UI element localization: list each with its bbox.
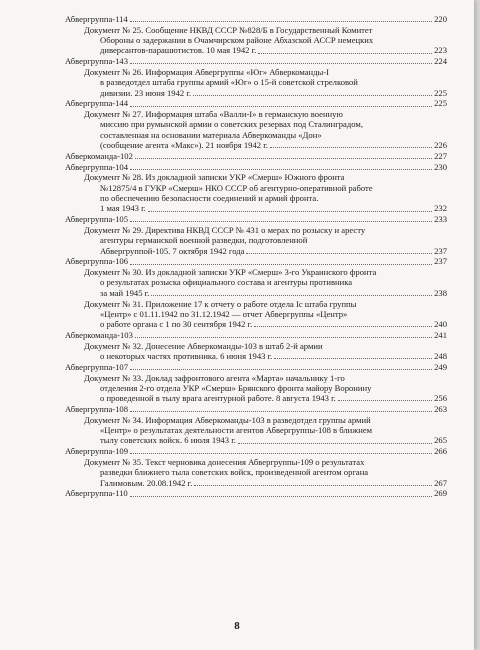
toc-document-entry bbox=[65, 109, 447, 150]
toc-entry-text-line: агентуры германской военной разведки, подготовленной bbox=[100, 235, 308, 246]
toc-page-number: 220 bbox=[434, 14, 447, 24]
toc-line bbox=[65, 393, 447, 403]
toc-document-entry bbox=[65, 373, 447, 404]
toc-entry-title: Абвергруппа-110 bbox=[65, 488, 128, 499]
dot-leader bbox=[193, 95, 432, 96]
dot-leader bbox=[130, 264, 432, 265]
toc-entry-text-line: №12875/4 в ГУКР «Смерш» НКО СССР об агентурно-оперативной работе bbox=[100, 182, 373, 193]
toc-line bbox=[65, 98, 447, 108]
toc-entry-text-line: Документ № 31. Приложение 17 к отчету о работе отдела Ic штаба группы bbox=[84, 298, 357, 309]
toc-group-entry bbox=[65, 330, 447, 340]
toc-entry-text-line: о результатах розыска официального состава и агентуры противника bbox=[100, 277, 353, 288]
toc-line bbox=[65, 404, 447, 414]
toc-entry-text-line: разведки ближнего тыла советских войск, произведенной агентом органа bbox=[100, 467, 369, 478]
toc-entry-title: диверсантов-парашютистов. 10 мая 1942 г. bbox=[100, 45, 257, 56]
toc-entry-text-line: Документ № 26. Информация Абвергруппы «Юг» Абверкоманды-I bbox=[84, 66, 330, 77]
toc-page-number: 226 bbox=[434, 140, 447, 151]
toc-group-entry bbox=[65, 256, 447, 266]
toc-group-entry bbox=[65, 488, 447, 498]
toc-entry-title: Абверкоманда-102 bbox=[65, 150, 133, 161]
page-number: 8 bbox=[234, 620, 240, 632]
toc-document-entry bbox=[65, 267, 447, 298]
toc-group-entry bbox=[65, 446, 447, 456]
toc-document-entry bbox=[65, 457, 447, 488]
toc-entry-title: Галимовым. 20.08.1942 г. bbox=[100, 477, 193, 488]
toc-entry-text-line: «Центр» о результатах деятельности агентов Абвергруппы-108 в ближнем bbox=[100, 425, 373, 436]
dot-leader bbox=[135, 337, 432, 338]
toc-entry-text-line: составленная на основании материала Абверкоманды «Дон» bbox=[100, 129, 322, 140]
toc-group-entry bbox=[65, 56, 447, 66]
toc-entry-title: Абверкоманда-103 bbox=[65, 329, 133, 340]
toc-page-number: 224 bbox=[434, 56, 447, 67]
toc-page-number: 249 bbox=[434, 361, 447, 372]
toc-entry-text-line: Документ № 32. Донесение Абверкоманды-103 в штаб 2-й армии bbox=[84, 340, 323, 351]
toc-page-number: 225 bbox=[434, 98, 447, 109]
toc-line bbox=[65, 214, 447, 224]
toc-group-entry bbox=[65, 404, 447, 414]
toc-group-entry bbox=[65, 162, 447, 172]
toc-entry-title: 1 мая 1943 г. bbox=[100, 203, 146, 214]
toc-line bbox=[65, 488, 447, 498]
toc-line bbox=[65, 45, 447, 55]
toc-entry-text-line: «Центр» с 01.11.1942 по 31.12.1942 — отчет Абвергруппы «Центр» bbox=[100, 308, 348, 319]
table-of-contents bbox=[65, 14, 447, 499]
toc-entry-text-line: отделения 2-го отдела УКР «Смерш» Брянского фронта майору Воронину bbox=[100, 382, 372, 393]
toc-page-number: 263 bbox=[434, 403, 447, 414]
toc-entry-text-line: Документ № 28. Из докладной записки УКР «Смерш» Южного фронта bbox=[84, 172, 345, 183]
toc-entry-text-line: Документ № 29. Директива НКВД СССР № 431 о мерах по розыску и аресту bbox=[84, 224, 366, 235]
dot-leader bbox=[135, 158, 432, 159]
toc-line bbox=[65, 362, 447, 372]
toc-document-entry bbox=[65, 25, 447, 56]
toc-group-entry bbox=[65, 151, 447, 161]
toc-line bbox=[65, 246, 447, 256]
toc-page-number: 265 bbox=[434, 435, 447, 446]
toc-document-entry bbox=[65, 299, 447, 330]
toc-page-number: 240 bbox=[434, 319, 447, 330]
toc-line bbox=[65, 446, 447, 456]
toc-entry-text-line: Документ № 33. Доклад зафронтового агента «Марта» начальнику 1-го bbox=[84, 372, 345, 383]
toc-entry-title: Абвергруппой-105. 7 октября 1942 года bbox=[100, 245, 245, 256]
dot-leader bbox=[270, 147, 432, 148]
toc-entry-title: (сообщение агента «Макс»). 21 ноября 1942 г. bbox=[100, 140, 268, 151]
toc-entry-title: тылу советских войск. 6 июля 1943 г. bbox=[100, 435, 236, 446]
toc-entry-text-line: Обороны о задержании в Очамчирском районе Абхазской АССР немецких bbox=[100, 35, 374, 46]
toc-page-number: 227 bbox=[434, 150, 447, 161]
toc-page-number: 248 bbox=[434, 351, 447, 361]
toc-line bbox=[65, 151, 447, 161]
dot-leader bbox=[130, 169, 432, 170]
dot-leader bbox=[151, 295, 432, 296]
toc-page-number: 230 bbox=[434, 161, 447, 172]
dot-leader bbox=[130, 411, 432, 412]
dot-leader bbox=[130, 496, 432, 497]
toc-line bbox=[65, 351, 447, 361]
toc-page-number: 237 bbox=[434, 256, 447, 267]
toc-group-entry bbox=[65, 14, 447, 24]
toc-page-number: 267 bbox=[434, 477, 447, 488]
toc-page-number: 266 bbox=[434, 446, 447, 457]
toc-line bbox=[65, 162, 447, 172]
toc-line bbox=[65, 14, 447, 24]
toc-line bbox=[65, 256, 447, 266]
toc-document-entry bbox=[65, 67, 447, 98]
toc-line bbox=[65, 478, 447, 488]
toc-entry-title: Абвергруппа-108 bbox=[65, 403, 129, 414]
dot-leader bbox=[258, 53, 432, 54]
dot-leader bbox=[130, 369, 432, 370]
toc-entry-title: Абвергруппа-104 bbox=[65, 161, 129, 172]
toc-group-entry bbox=[65, 214, 447, 224]
toc-page-number: 232 bbox=[434, 203, 447, 214]
dot-leader bbox=[130, 21, 432, 22]
toc-line bbox=[65, 203, 447, 213]
toc-entry-title: Абвергруппа-106 bbox=[65, 256, 129, 267]
toc-document-entry bbox=[65, 415, 447, 446]
toc-entry-title: о некоторых частях противника. 6 июня 1943 г. bbox=[100, 351, 273, 361]
dot-leader bbox=[238, 443, 432, 444]
toc-entry-text-line: Документ № 35. Текст черновика донесения Абвергруппы-109 о результатах bbox=[84, 456, 365, 467]
toc-line bbox=[65, 319, 447, 329]
dot-leader bbox=[130, 453, 432, 454]
toc-entry-text-line: Документ № 27. Информация штаба «Валли-I» в германскую военную bbox=[84, 109, 343, 120]
toc-entry-title: о работе органа с 1 по 30 сентября 1942 г. bbox=[100, 319, 253, 330]
toc-entry-text-line: Документ № 30. Из докладной записки УКР «Смерш» 3-го Украинского фронта bbox=[84, 267, 377, 278]
toc-group-entry bbox=[65, 98, 447, 108]
toc-group-entry bbox=[65, 362, 447, 372]
dot-leader bbox=[338, 400, 432, 401]
toc-entry-text-line: миссию при румынской армии о советских резервах под Сталинградом, bbox=[100, 119, 363, 130]
dot-leader bbox=[246, 253, 432, 254]
toc-entry-title: Абвергруппа-109 bbox=[65, 446, 129, 457]
toc-line bbox=[65, 330, 447, 340]
toc-document-entry bbox=[65, 172, 447, 213]
toc-entry-title: Абвергруппа-114 bbox=[65, 14, 128, 24]
toc-page-number: 238 bbox=[434, 287, 447, 298]
toc-page-number: 256 bbox=[434, 393, 447, 404]
toc-entry-text-line: Документ № 34. Информация Абверкоманды-103 в разведотдел группы армий bbox=[84, 414, 371, 425]
toc-entry-title: Абвергруппа-144 bbox=[65, 98, 129, 109]
toc-entry-title: дивизии. 23 июня 1942 г. bbox=[100, 87, 192, 98]
dot-leader bbox=[194, 485, 432, 486]
toc-entry-title: Абвергруппа-107 bbox=[65, 361, 129, 372]
toc-line bbox=[65, 56, 447, 66]
dot-leader bbox=[130, 106, 432, 107]
dot-leader bbox=[130, 63, 432, 64]
toc-page-number: 269 bbox=[434, 488, 447, 499]
toc-page-number: 233 bbox=[434, 214, 447, 225]
toc-page-number: 241 bbox=[434, 329, 447, 340]
toc-document-entry bbox=[65, 225, 447, 256]
toc-page-number: 237 bbox=[434, 245, 447, 256]
toc-entry-title: о проведенной в тылу врага агентурной работе. 8 августа 1943 г. bbox=[100, 393, 336, 404]
dot-leader bbox=[274, 358, 432, 359]
toc-line bbox=[65, 88, 447, 98]
toc-document-entry bbox=[65, 341, 447, 362]
toc-entry-title: Абвергруппа-105 bbox=[65, 214, 129, 225]
toc-line bbox=[65, 288, 447, 298]
toc-entry-text-line: по обеспечению безопасности соединений и армий фронта. bbox=[100, 193, 319, 204]
toc-entry-title: Абвергруппа-143 bbox=[65, 56, 129, 67]
toc-line bbox=[65, 435, 447, 445]
dot-leader bbox=[254, 326, 432, 327]
dot-leader bbox=[130, 221, 432, 222]
toc-page-number: 225 bbox=[434, 87, 447, 98]
toc-page-number: 223 bbox=[434, 45, 447, 56]
dot-leader bbox=[148, 211, 432, 212]
toc-line bbox=[65, 140, 447, 150]
toc-entry-title: за май 1945 г. bbox=[100, 287, 150, 298]
toc-entry-text-line: в разведотдел штаба группы армий «Юг» о 15-й советской стрелковой bbox=[100, 77, 358, 88]
toc-entry-text-line: Документ № 25. Сообщение НКВД СССР №828/Б в Государственный Комитет bbox=[84, 24, 373, 35]
